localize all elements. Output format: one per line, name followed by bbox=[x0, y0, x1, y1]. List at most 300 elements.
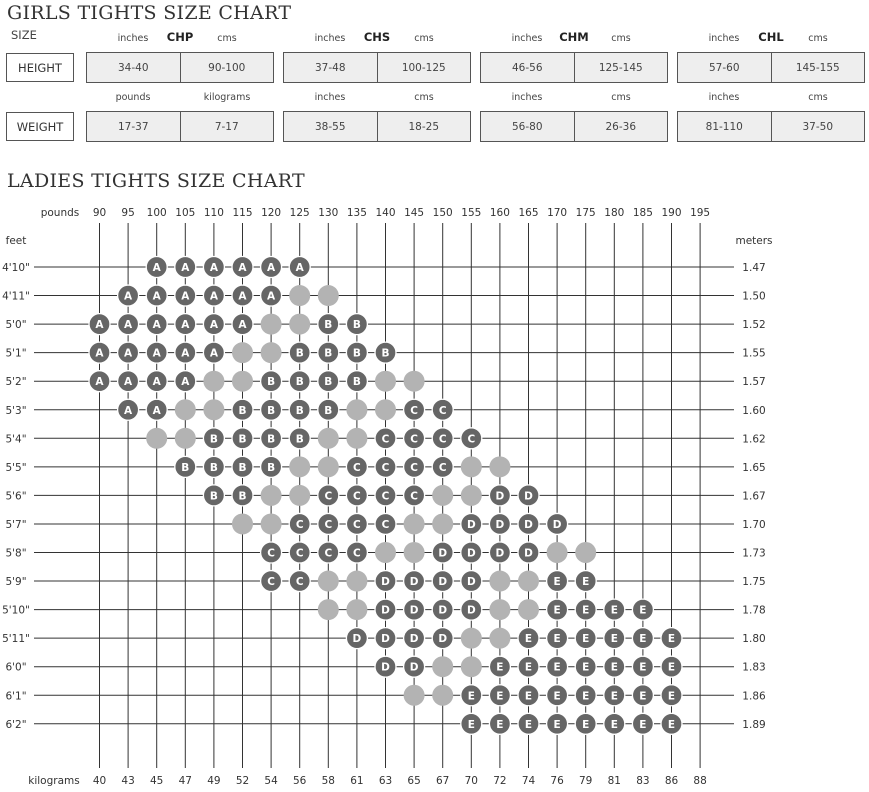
size-marker-gray bbox=[375, 399, 396, 420]
size-marker-gray bbox=[318, 456, 339, 477]
size-marker-gray bbox=[346, 571, 367, 592]
size-marker-gray bbox=[489, 628, 510, 649]
size-cell-pair bbox=[283, 52, 471, 83]
size-marker-label: B bbox=[238, 404, 247, 417]
size-marker-label: E bbox=[610, 661, 618, 674]
size-marker-label: D bbox=[438, 547, 448, 560]
size-marker-label: C bbox=[267, 576, 275, 589]
size-marker-label: B bbox=[295, 376, 304, 389]
size-marker-label: D bbox=[466, 547, 476, 560]
unit-label-right: cms bbox=[217, 33, 237, 44]
size-marker-label: E bbox=[639, 718, 647, 731]
meters-tick-label: 1.80 bbox=[742, 633, 766, 646]
feet-tick-label: 5'8" bbox=[5, 547, 27, 560]
size-marker-gray bbox=[375, 542, 396, 563]
size-marker-label: C bbox=[295, 547, 304, 560]
size-marker-gray bbox=[318, 428, 339, 449]
meters-tick-label: 1.47 bbox=[742, 262, 766, 274]
size-marker-label: D bbox=[381, 576, 390, 589]
size-code-chm: CHM bbox=[559, 30, 589, 44]
size-marker-label: C bbox=[324, 518, 333, 531]
size-marker-label: E bbox=[582, 576, 590, 589]
size-marker-label: E bbox=[553, 604, 561, 617]
pounds-tick-label: 110 bbox=[203, 207, 224, 219]
unit-label-left: pounds bbox=[115, 92, 151, 103]
kilograms-tick-label: 83 bbox=[636, 775, 650, 787]
kilograms-tick-label: 40 bbox=[92, 775, 107, 787]
feet-tick-label: 5'10" bbox=[2, 604, 30, 617]
size-marker-label: A bbox=[152, 262, 161, 274]
size-marker-gray bbox=[404, 685, 425, 706]
size-marker-label: B bbox=[238, 433, 247, 446]
kilograms-tick-label: 76 bbox=[550, 775, 564, 787]
size-marker-label: E bbox=[667, 718, 676, 731]
size-marker-label: B bbox=[352, 319, 361, 332]
size-marker-label: C bbox=[438, 404, 447, 417]
size-value-primary: 56-80 bbox=[481, 112, 575, 141]
size-marker-gray bbox=[318, 599, 339, 620]
pounds-tick-label: 90 bbox=[92, 207, 107, 219]
pounds-tick-label: 165 bbox=[518, 207, 539, 219]
size-marker-label: B bbox=[381, 347, 390, 360]
size-marker-label: B bbox=[209, 433, 218, 446]
size-marker-label: E bbox=[610, 690, 618, 703]
size-marker-gray bbox=[289, 285, 310, 306]
pounds-tick-label: 115 bbox=[232, 207, 253, 219]
size-marker-gray bbox=[261, 314, 282, 335]
meters-tick-label: 1.55 bbox=[742, 347, 766, 360]
kilograms-axis-label: kilograms bbox=[28, 775, 80, 787]
feet-tick-label: 5'1" bbox=[5, 347, 27, 360]
size-marker-gray bbox=[261, 485, 282, 506]
size-marker-label: B bbox=[352, 347, 361, 360]
size-marker-label: E bbox=[496, 690, 504, 703]
size-marker-gray bbox=[289, 314, 310, 335]
size-marker-gray bbox=[489, 456, 510, 477]
feet-tick-label: 5'7" bbox=[5, 518, 27, 531]
size-marker-label: A bbox=[267, 262, 276, 274]
size-marker-gray bbox=[346, 428, 367, 449]
feet-tick-label: 6'0" bbox=[5, 661, 27, 674]
size-cell-pair bbox=[283, 111, 471, 142]
size-marker-gray bbox=[203, 371, 224, 392]
pounds-tick-label: 130 bbox=[318, 207, 339, 219]
kilograms-tick-label: 65 bbox=[407, 775, 421, 787]
unit-label-right: cms bbox=[414, 33, 434, 44]
unit-label-left: inches bbox=[511, 92, 543, 103]
kilograms-tick-label: 52 bbox=[235, 775, 250, 787]
size-marker-gray bbox=[346, 599, 367, 620]
pounds-tick-label: 135 bbox=[346, 207, 367, 219]
size-marker-label: A bbox=[95, 347, 104, 360]
size-cell-pair bbox=[677, 111, 865, 142]
pounds-tick-label: 175 bbox=[575, 207, 596, 219]
size-marker-label: E bbox=[582, 690, 590, 703]
kilograms-tick-label: 45 bbox=[150, 775, 164, 787]
kilograms-tick-label: 79 bbox=[579, 775, 593, 787]
size-marker-label: E bbox=[496, 661, 504, 674]
size-marker-label: D bbox=[524, 547, 533, 560]
size-marker-label: D bbox=[438, 633, 448, 646]
size-marker-label: E bbox=[582, 633, 590, 646]
size-marker-label: C bbox=[353, 461, 361, 474]
size-value-cms: 90-100 bbox=[208, 61, 246, 74]
size-marker-label: A bbox=[181, 319, 190, 332]
size-marker-label: B bbox=[181, 461, 190, 474]
size-marker-label: A bbox=[267, 290, 276, 303]
size-marker-label: A bbox=[181, 262, 190, 274]
size-marker-gray bbox=[175, 399, 196, 420]
size-marker-label: C bbox=[381, 461, 390, 474]
size-marker-label: E bbox=[553, 661, 561, 674]
feet-axis-label: feet bbox=[5, 235, 27, 247]
pounds-axis-label: pounds bbox=[40, 207, 80, 219]
size-marker-label: A bbox=[124, 319, 133, 332]
size-marker-label: B bbox=[295, 347, 304, 360]
size-marker-gray bbox=[289, 456, 310, 477]
size-value-cms: 100-125 bbox=[401, 61, 446, 74]
size-value-secondary: 18-25 bbox=[408, 120, 439, 133]
size-marker-label: A bbox=[124, 347, 133, 360]
size-marker-label: C bbox=[295, 518, 304, 531]
size-marker-label: B bbox=[295, 433, 304, 446]
pounds-tick-label: 160 bbox=[489, 207, 510, 219]
meters-axis-label: meters bbox=[735, 235, 773, 247]
size-marker-label: A bbox=[152, 347, 161, 360]
kilograms-tick-label: 70 bbox=[464, 775, 478, 787]
meters-tick-label: 1.83 bbox=[742, 661, 766, 674]
size-marker-gray bbox=[432, 513, 453, 534]
size-marker-label: B bbox=[352, 376, 361, 389]
size-marker-label: B bbox=[238, 461, 247, 474]
unit-label-left: inches bbox=[708, 92, 740, 103]
kilograms-tick-label: 72 bbox=[493, 775, 507, 787]
size-marker-label: A bbox=[209, 262, 218, 274]
size-value-inches: 34-40 bbox=[87, 53, 181, 82]
size-marker-label: B bbox=[267, 433, 276, 446]
size-marker-label: B bbox=[267, 376, 276, 389]
size-marker-label: E bbox=[553, 633, 561, 646]
unit-label-left: inches bbox=[511, 33, 543, 44]
feet-tick-label: 5'6" bbox=[5, 490, 27, 503]
size-marker-label: E bbox=[582, 661, 590, 674]
size-value-secondary: 26-36 bbox=[605, 120, 636, 133]
size-marker-gray bbox=[261, 342, 282, 363]
unit-label-left: inches bbox=[314, 92, 346, 103]
size-marker-gray bbox=[404, 371, 425, 392]
kilograms-tick-label: 63 bbox=[378, 775, 393, 787]
unit-label-right: cms bbox=[808, 92, 828, 103]
feet-tick-label: 5'9" bbox=[5, 576, 27, 589]
kilograms-tick-label: 61 bbox=[350, 775, 364, 787]
size-marker-label: D bbox=[409, 604, 419, 617]
pounds-tick-label: 120 bbox=[261, 207, 282, 219]
size-marker-label: B bbox=[295, 404, 304, 417]
size-marker-label: C bbox=[438, 433, 447, 446]
unit-label-left: inches bbox=[708, 33, 740, 44]
size-marker-label: B bbox=[324, 347, 333, 360]
size-marker-label: A bbox=[295, 262, 304, 274]
size-marker-label: A bbox=[152, 319, 161, 332]
size-marker-label: A bbox=[152, 404, 161, 417]
size-marker-label: E bbox=[639, 604, 647, 617]
kilograms-tick-label: 86 bbox=[664, 775, 679, 787]
pounds-tick-label: 100 bbox=[146, 207, 167, 219]
size-value-primary: 38-55 bbox=[284, 112, 378, 141]
meters-tick-label: 1.57 bbox=[742, 376, 766, 389]
size-marker-label: E bbox=[467, 718, 475, 731]
kilograms-tick-label: 88 bbox=[693, 775, 707, 787]
meters-tick-label: 1.78 bbox=[742, 604, 766, 617]
size-marker-gray bbox=[432, 656, 453, 677]
size-marker-label: C bbox=[353, 518, 361, 531]
size-marker-label: D bbox=[381, 661, 390, 674]
size-marker-gray bbox=[461, 656, 482, 677]
size-marker-label: C bbox=[324, 547, 333, 560]
unit-label-left: inches bbox=[117, 33, 149, 44]
meters-tick-label: 1.60 bbox=[742, 404, 766, 417]
size-marker-label: D bbox=[409, 633, 419, 646]
size-marker-gray bbox=[489, 571, 510, 592]
kilograms-tick-label: 58 bbox=[321, 775, 335, 787]
size-marker-label: D bbox=[466, 518, 476, 531]
size-value-inches: 46-56 bbox=[481, 53, 575, 82]
size-marker-label: B bbox=[324, 319, 333, 332]
girls-chart-title: GIRLS TIGHTS SIZE CHART bbox=[7, 2, 292, 24]
size-marker-label: D bbox=[381, 604, 390, 617]
size-marker-label: B bbox=[238, 490, 247, 503]
size-marker-gray bbox=[346, 399, 367, 420]
size-marker-gray bbox=[232, 371, 253, 392]
size-marker-label: D bbox=[409, 576, 419, 589]
size-marker-gray bbox=[547, 542, 568, 563]
meters-tick-label: 1.65 bbox=[742, 461, 766, 474]
size-marker-label: E bbox=[610, 633, 618, 646]
size-marker-label: C bbox=[267, 547, 275, 560]
pounds-tick-label: 170 bbox=[547, 207, 568, 219]
size-marker-label: B bbox=[324, 404, 333, 417]
size-marker-gray bbox=[146, 428, 167, 449]
size-marker-gray bbox=[518, 599, 539, 620]
size-marker-label: A bbox=[95, 376, 104, 389]
size-marker-label: A bbox=[95, 319, 104, 332]
size-marker-label: C bbox=[410, 404, 418, 417]
size-marker-gray bbox=[432, 485, 453, 506]
kilograms-tick-label: 56 bbox=[293, 775, 307, 787]
size-marker-gray bbox=[404, 513, 425, 534]
unit-label-right: kilograms bbox=[203, 92, 251, 103]
kilograms-tick-label: 47 bbox=[178, 775, 192, 787]
size-marker-label: E bbox=[639, 690, 647, 703]
kilograms-tick-label: 43 bbox=[121, 775, 135, 787]
size-marker-label: E bbox=[553, 576, 561, 589]
size-marker-label: A bbox=[124, 404, 133, 417]
size-marker-label: D bbox=[438, 604, 448, 617]
pounds-tick-label: 150 bbox=[432, 207, 453, 219]
size-marker-label: E bbox=[467, 690, 475, 703]
pounds-tick-label: 195 bbox=[690, 207, 711, 219]
size-marker-label: D bbox=[352, 633, 362, 646]
size-marker-label: C bbox=[324, 490, 333, 503]
pounds-tick-label: 105 bbox=[175, 207, 196, 219]
size-marker-label: A bbox=[238, 319, 247, 332]
size-marker-label: E bbox=[582, 718, 590, 731]
size-marker-gray bbox=[232, 342, 253, 363]
size-marker-label: B bbox=[324, 376, 333, 389]
size-marker-gray bbox=[318, 571, 339, 592]
unit-label-right: cms bbox=[808, 33, 828, 44]
size-marker-label: C bbox=[438, 461, 447, 474]
size-marker-label: C bbox=[353, 490, 361, 503]
pounds-tick-label: 125 bbox=[289, 207, 310, 219]
size-marker-label: A bbox=[181, 290, 190, 303]
size-marker-gray bbox=[575, 542, 596, 563]
size-code-chp: CHP bbox=[166, 30, 194, 44]
feet-tick-label: 5'4" bbox=[5, 433, 27, 446]
feet-tick-label: 5'2" bbox=[5, 376, 27, 389]
size-marker-label: A bbox=[152, 376, 161, 389]
size-cell-pair bbox=[86, 52, 274, 83]
pounds-tick-label: 140 bbox=[375, 207, 396, 219]
size-marker-gray bbox=[404, 542, 425, 563]
size-marker-label: D bbox=[495, 490, 505, 503]
meters-tick-label: 1.67 bbox=[742, 490, 766, 503]
size-cell-pair bbox=[480, 52, 668, 83]
size-marker-label: D bbox=[466, 576, 476, 589]
size-marker-label: E bbox=[667, 633, 676, 646]
row-label-height: HEIGHT bbox=[6, 53, 74, 82]
size-marker-label: A bbox=[238, 262, 247, 274]
unit-label-left: inches bbox=[314, 33, 346, 44]
kilograms-tick-label: 81 bbox=[607, 775, 621, 787]
size-marker-label: D bbox=[409, 661, 419, 674]
unit-label-right: cms bbox=[414, 92, 434, 103]
feet-tick-label: 6'1" bbox=[5, 690, 27, 703]
size-marker-label: E bbox=[496, 718, 504, 731]
size-marker-label: A bbox=[209, 319, 218, 332]
size-marker-label: C bbox=[381, 490, 390, 503]
size-marker-label: A bbox=[181, 376, 190, 389]
size-marker-label: D bbox=[552, 518, 562, 531]
size-marker-label: C bbox=[410, 433, 418, 446]
size-value-inches: 57-60 bbox=[678, 53, 772, 82]
pounds-tick-label: 145 bbox=[404, 207, 425, 219]
size-marker-label: E bbox=[610, 718, 618, 731]
size-marker-label: E bbox=[610, 604, 618, 617]
size-marker-label: E bbox=[553, 690, 561, 703]
ladies-size-chart bbox=[0, 195, 869, 792]
size-code-chs: CHS bbox=[363, 30, 391, 44]
meters-tick-label: 1.89 bbox=[742, 718, 766, 731]
feet-tick-label: 5'5" bbox=[5, 461, 27, 474]
row-label-weight: WEIGHT bbox=[6, 112, 74, 141]
feet-tick-label: 4'11" bbox=[2, 290, 30, 303]
size-marker-gray bbox=[461, 485, 482, 506]
meters-tick-label: 1.73 bbox=[742, 547, 766, 560]
kilograms-tick-label: 54 bbox=[264, 775, 278, 787]
size-marker-label: A bbox=[209, 347, 218, 360]
feet-tick-label: 5'11" bbox=[2, 633, 30, 646]
pounds-tick-label: 95 bbox=[121, 207, 135, 219]
size-marker-gray bbox=[289, 485, 310, 506]
size-marker-label: D bbox=[524, 490, 533, 503]
size-marker-label: E bbox=[553, 718, 561, 731]
feet-tick-label: 6'2" bbox=[5, 718, 27, 731]
size-marker-label: B bbox=[267, 461, 276, 474]
size-marker-label: E bbox=[667, 690, 676, 703]
size-marker-gray bbox=[318, 285, 339, 306]
meters-tick-label: 1.50 bbox=[742, 290, 766, 303]
size-marker-label: E bbox=[639, 633, 647, 646]
size-marker-label: A bbox=[209, 290, 218, 303]
size-marker-gray bbox=[461, 628, 482, 649]
size-marker-label: C bbox=[467, 433, 476, 446]
size-marker-label: E bbox=[524, 633, 533, 646]
meters-tick-label: 1.70 bbox=[742, 518, 766, 531]
size-marker-label: C bbox=[410, 461, 418, 474]
size-marker-label: E bbox=[667, 661, 676, 674]
size-cell-pair bbox=[86, 111, 274, 142]
feet-tick-label: 5'0" bbox=[5, 319, 27, 332]
size-marker-label: B bbox=[267, 404, 276, 417]
size-value-primary: 17-37 bbox=[87, 112, 181, 141]
size-value-primary: 81-110 bbox=[678, 112, 772, 141]
size-marker-label: D bbox=[438, 576, 448, 589]
kilograms-tick-label: 74 bbox=[521, 775, 536, 787]
size-marker-label: B bbox=[209, 490, 218, 503]
size-marker-label: D bbox=[524, 518, 533, 531]
size-marker-label: A bbox=[124, 290, 133, 303]
size-marker-label: C bbox=[295, 576, 304, 589]
size-marker-gray bbox=[375, 371, 396, 392]
size-marker-label: D bbox=[495, 547, 505, 560]
size-marker-gray bbox=[203, 399, 224, 420]
size-marker-label: C bbox=[410, 490, 418, 503]
size-marker-gray bbox=[489, 599, 510, 620]
size-value-cms: 145-155 bbox=[795, 61, 840, 74]
size-marker-label: E bbox=[582, 604, 590, 617]
feet-tick-label: 4'10" bbox=[2, 262, 30, 274]
size-marker-label: D bbox=[495, 518, 505, 531]
size-marker-label: C bbox=[381, 518, 390, 531]
size-marker-gray bbox=[461, 456, 482, 477]
ladies-chart-title: LADIES TIGHTS SIZE CHART bbox=[7, 170, 305, 192]
size-marker-label: E bbox=[524, 690, 533, 703]
size-marker-label: A bbox=[181, 347, 190, 360]
size-marker-label: B bbox=[209, 461, 218, 474]
size-marker-label: C bbox=[353, 547, 361, 560]
size-marker-label: A bbox=[152, 290, 161, 303]
kilograms-tick-label: 67 bbox=[436, 775, 450, 787]
pounds-tick-label: 155 bbox=[461, 207, 482, 219]
feet-tick-label: 5'3" bbox=[5, 404, 27, 417]
size-cell-pair bbox=[480, 111, 668, 142]
meters-tick-label: 1.86 bbox=[742, 690, 766, 703]
pounds-tick-label: 185 bbox=[632, 207, 653, 219]
pounds-tick-label: 180 bbox=[604, 207, 625, 219]
meters-tick-label: 1.52 bbox=[742, 319, 766, 332]
size-marker-gray bbox=[432, 685, 453, 706]
meters-tick-label: 1.62 bbox=[742, 433, 766, 446]
size-value-secondary: 37-50 bbox=[802, 120, 833, 133]
size-marker-gray bbox=[175, 428, 196, 449]
size-marker-label: E bbox=[524, 661, 533, 674]
kilograms-tick-label: 49 bbox=[207, 775, 221, 787]
size-value-secondary: 7-17 bbox=[214, 120, 239, 133]
size-marker-gray bbox=[232, 513, 253, 534]
size-marker-label: E bbox=[639, 661, 647, 674]
size-marker-label: D bbox=[466, 604, 476, 617]
